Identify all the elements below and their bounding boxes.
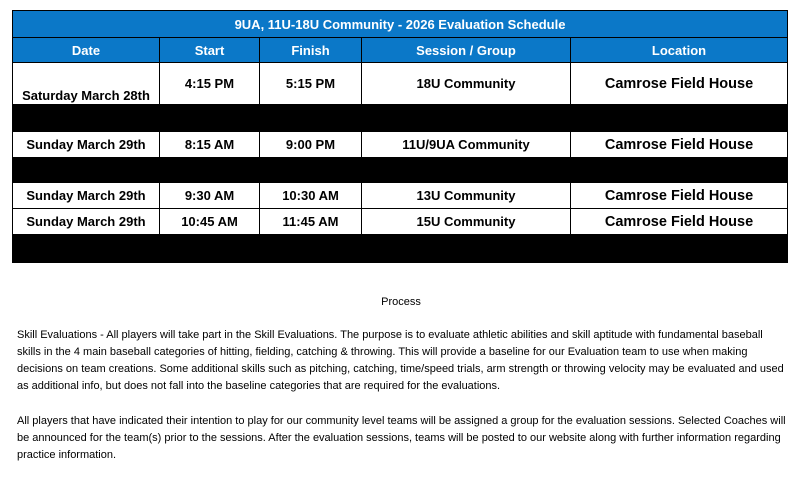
- row-location: Camrose Field House: [571, 209, 788, 235]
- table-header-row: [13, 38, 788, 63]
- row-finish: 10:30 AM: [260, 183, 362, 209]
- header-start: Start: [160, 38, 260, 63]
- header-session-group: Session / Group: [362, 38, 571, 63]
- header-date: Date: [13, 38, 160, 63]
- black-separator-row: [13, 235, 788, 263]
- schedule-sheet: [12, 10, 787, 263]
- row-finish: 11:45 AM: [260, 209, 362, 235]
- row-group: 11U/9UA Community: [362, 132, 571, 158]
- process-heading: Process: [381, 296, 421, 308]
- row-group: 18U Community: [362, 63, 571, 105]
- row-date: Sunday March 29th: [13, 209, 160, 235]
- row-group: 13U Community: [362, 183, 571, 209]
- row-start: 8:15 AM: [160, 132, 260, 158]
- table-row: [13, 183, 788, 209]
- community-teams-paragraph: All players that have indicated their intention to play for our community level teams will be assigned a group for the evaluation sessions. Selected Coaches will be announced for the team(s) prior to the sessions. After the evaluation sessions, teams will be posted to our website along with further information regarding practice information.: [17, 415, 786, 461]
- row-start: 9:30 AM: [160, 183, 260, 209]
- table-row: [13, 209, 788, 235]
- schedule-title: 9UA, 11U-18U Community - 2026 Evaluation Schedule: [13, 11, 788, 38]
- table-row: [13, 132, 788, 158]
- row-location: Camrose Field House: [571, 132, 788, 158]
- row-finish: 5:15 PM: [260, 63, 362, 105]
- row-start: 4:15 PM: [160, 63, 260, 105]
- header-location: Location: [571, 38, 788, 63]
- skill-evaluations-paragraph: Skill Evaluations - All players will take part in the Skill Evaluations. The purpose is to evaluate athletic abilities and skill aptitude with fundamental baseball skills in the 4 main baseball categories of hitting, fielding, catching & throwing. This will provide a baseline for our Evaluation team to use when making decisions on team creations. Some additional skills such as pitching, catching, time/speed trials, arm strength or throwing velocity may be evaluated and used as additional info, but does not fall into the baseline categories that are required for the evaluations.: [17, 329, 784, 392]
- table-row: [13, 63, 788, 105]
- black-separator-row: [13, 105, 788, 132]
- row-start: 10:45 AM: [160, 209, 260, 235]
- black-separator-row: [13, 158, 788, 183]
- row-date: Saturday March 28th: [13, 63, 160, 105]
- row-date: Sunday March 29th: [13, 132, 160, 158]
- row-group: 15U Community: [362, 209, 571, 235]
- row-date: Sunday March 29th: [13, 183, 160, 209]
- table-title-row: [13, 11, 788, 38]
- evaluation-schedule-table: [12, 10, 788, 263]
- row-location: Camrose Field House: [571, 183, 788, 209]
- row-finish: 9:00 PM: [260, 132, 362, 158]
- row-location: Camrose Field House: [571, 63, 788, 105]
- header-finish: Finish: [260, 38, 362, 63]
